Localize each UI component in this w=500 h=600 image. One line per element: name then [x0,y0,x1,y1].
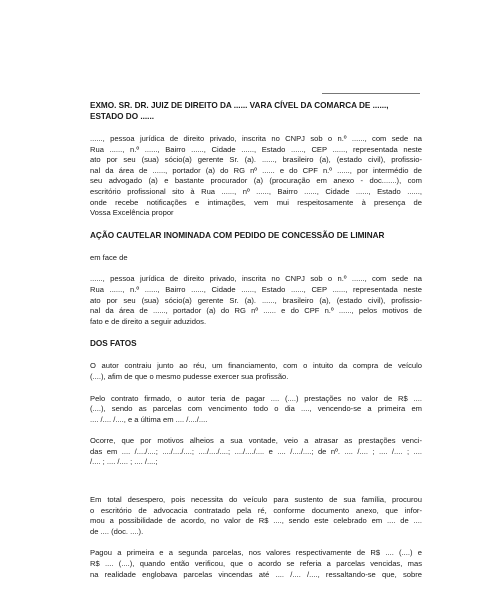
text-line: de .... (doc. ....). [90,526,144,536]
text-line: em face de [90,252,128,262]
text-line: Ocorre, que por motivos alheios a sua vontade, veio a atrasar as prestações venci- [90,436,422,446]
text-line: Rua ......, n.º ......, Bairro ......, Cidade ......, Estado ......, CEP ......, representada neste [90,144,422,154]
header-rule [322,93,420,94]
text-line: na realidade englobava parcelas vincendas até .... /.... /...., ressaltando-se que, sobre [90,569,422,579]
text-line: Vossa Excelência propor [90,208,174,218]
text-line: ato por seu (sua) sócio(a) gerente Sr. (a). ......, brasileiro (a), (estado civil), profissio- [90,155,422,165]
text-line: ......, pessoa jurídica de direito privado, inscrita no CNPJ sob o n.º ......, com sede na [90,134,422,143]
facts-paragraph [90,495,422,537]
defendant-qualification [90,274,422,327]
blank-space [90,479,422,495]
facts-paragraph [90,394,422,426]
text-line: nal da área de ......, portador (a) do RG nº ...... e do CPF n.º ......, por intermédio de [90,165,422,175]
text-line: seu advogado (a) e bastante procurador (a) (procuração em anexo - doc.......), com [90,176,422,186]
text-line: Em total desespero, pois necessita do veículo para sustento de sua família, procurou [90,495,422,505]
text-line: O autor contraiu junto ao réu, um financiamento, com o intuito da compra de veículo [90,361,422,371]
text-line: mou a possibilidade de acordo, no valor de R$ ...., sendo este celebrado em .... de .... [90,516,422,526]
text-line: Pagou a primeira e a segunda parcelas, nos valores respectivamente de R$ .... (....) e [90,548,422,558]
text-line: nal da área de ......, portador (a) do RG nº ...... e do CPF n.º ......, pelos motivos de [90,306,422,316]
facts-heading: DOS FATOS [90,339,137,349]
text-line: das em .... /..../....; ..../..../....; ..../..../....; ..../..../.... e .... /..../....; de nº. .... /.... ; .... /.... ; .... [90,446,422,456]
plaintiff-qualification [90,134,422,219]
address-line: EXMO. SR. DR. JUIZ DE DIREITO DA ...... VARA CÍVEL DA COMARCA DE ......, [90,101,389,110]
address-line: ESTADO DO ...... [90,112,154,121]
text-line: (....), afim de que o mesmo pudesse exercer sua profissão. [90,371,289,381]
text-line: R$ .... (....), quando então verificou, que o acordo se referia a parcelas vencidas, mas [90,559,422,569]
text-line: fato e de direito a seguir aduzidos. [90,316,207,326]
text-line: escritório profissional sito à Rua ......, nº ......, Bairro ......, Cidade ......, Estado ......, [90,186,422,196]
text-line: Pelo contrato firmado, o autor teria de pagar .... (....) prestações no valor de R$ .... [90,393,422,403]
text-line: ato por seu (sua) sócio(a) gerente Sr. (a). ......, brasileiro (a), (estado civil), profissio- [90,295,422,305]
facts-paragraph [90,548,422,580]
text-line: /.... ; .... /.... ; .... /....; [90,457,158,467]
facts-paragraph [90,436,422,468]
action-title: AÇÃO CAUTELAR INOMINADA COM PEDIDO DE CONCESSÃO DE LIMINAR [90,230,385,240]
text-line: o escritório de advocacia contratado pela ré, conforme documento anexo, que infor- [90,505,422,515]
against-label [90,253,422,264]
text-line: ......, pessoa jurídica de direito privado, inscrita no CNPJ sob o n.º ......, com sede na [90,274,422,284]
text-line: Rua ......, n.º ......, Bairro ......, Cidade ......, Estado ......, CEP ......, representada neste [90,284,422,294]
court-address [90,100,422,122]
facts-paragraph [90,361,422,382]
text-line: onde recebe notificações e intimações, vem mui respeitosamente à presença de [90,197,422,207]
text-line: (....), sendo as parcelas com vencimento todo o dia ...., vencendo-se a primeira em [90,404,422,414]
text-line: .... /.... /...., e a última em .... /..../.... [90,414,208,424]
document-body [90,100,422,591]
